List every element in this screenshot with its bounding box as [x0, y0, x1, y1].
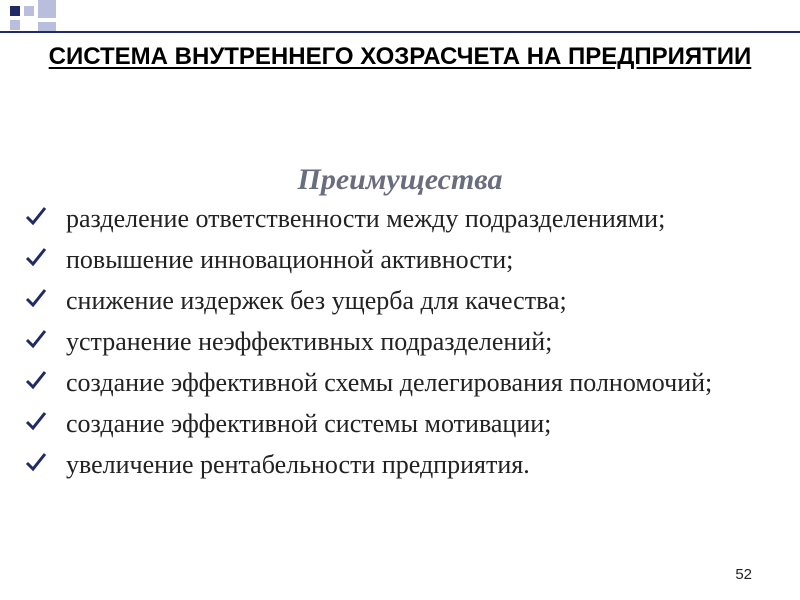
checkmark-icon	[24, 286, 48, 310]
decor-square	[24, 6, 34, 16]
list-item	[20, 284, 790, 317]
checkmark-icon	[24, 409, 48, 433]
advantages-list	[20, 202, 790, 489]
page-number: 52	[735, 566, 752, 583]
checkmark-icon	[24, 450, 48, 474]
decor-square	[10, 20, 20, 30]
list-item-text: повышение инновационной активности;	[66, 245, 514, 274]
list-item-text: разделение ответственности между подразделениями;	[66, 204, 666, 233]
list-item-text: устранение неэффективных подразделений;	[66, 327, 553, 356]
decor-square	[10, 6, 20, 16]
list-item	[20, 366, 790, 399]
checkmark-icon	[24, 245, 48, 269]
list-item-text: снижение издержек без ущерба для качества;	[66, 286, 567, 315]
list-item	[20, 325, 790, 358]
slide-title: СИСТЕМА ВНУТРЕННЕГО ХОЗРАСЧЕТА НА ПРЕДПРИЯТИИ	[48, 43, 752, 70]
slide-subtitle: Преимущества	[297, 163, 503, 196]
list-item-text: увеличение рентабельности предприятия.	[66, 450, 530, 479]
list-item	[20, 243, 790, 276]
checkmark-icon	[24, 368, 48, 392]
decor-square	[38, 0, 56, 18]
header-rule	[0, 31, 800, 33]
list-item	[20, 407, 790, 440]
list-item-text: создание эффективной схемы делегирования полномочий;	[66, 368, 713, 397]
checkmark-icon	[24, 327, 48, 351]
checkmark-icon	[24, 204, 48, 228]
decor-square	[38, 22, 56, 31]
list-item	[20, 202, 790, 235]
list-item-text: создание эффективной системы мотивации;	[66, 409, 552, 438]
list-item	[20, 448, 790, 481]
